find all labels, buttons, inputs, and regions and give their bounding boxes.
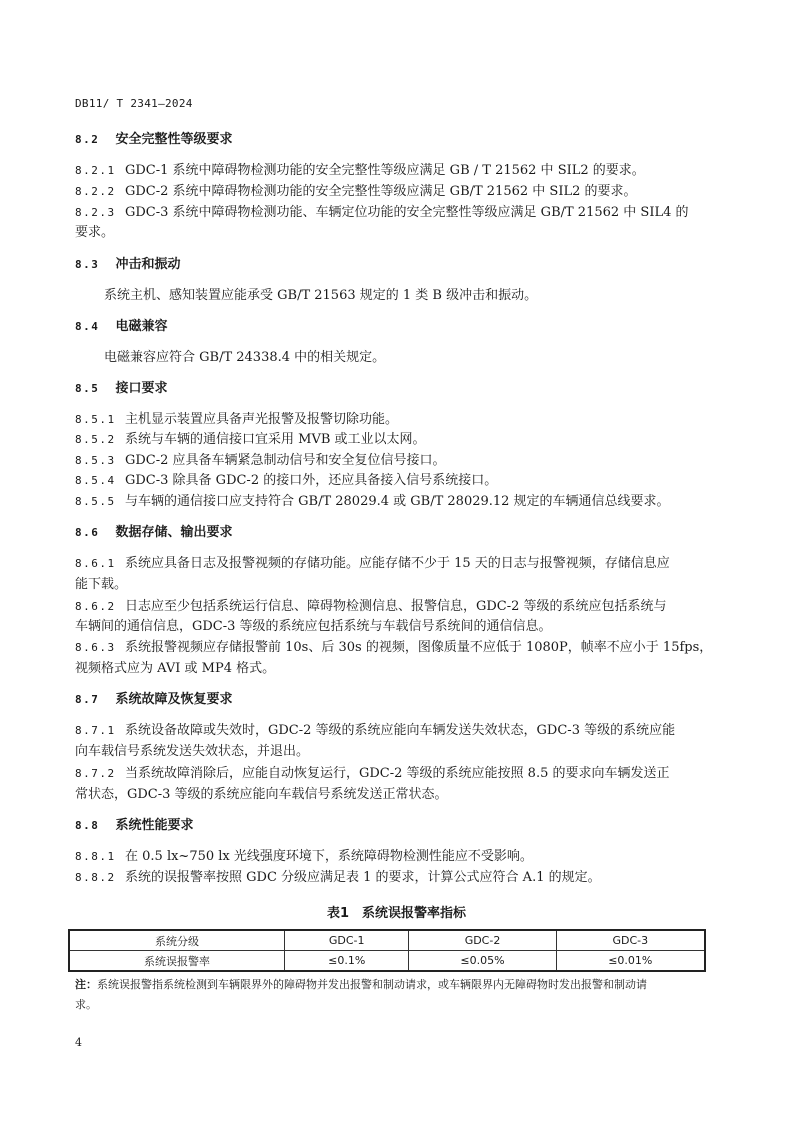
clause-number: 8.6.2 — [75, 600, 116, 613]
note-text: 系统误报警指系统检测到车辆限界外的障碍物并发出报警和制动请求，或车辆限界内无障碍物时发出报警和制动请 — [97, 978, 647, 991]
section-number: 8.7 — [75, 693, 100, 706]
paragraph-8-4: 电磁兼容应符合 GB/T 24338.4 中的相关规定。 — [104, 350, 386, 365]
clause-number: 8.6.3 — [75, 641, 116, 654]
section-number: 8.2 — [75, 133, 100, 146]
clause-number: 8.5.2 — [75, 433, 116, 446]
clause-number: 8.2.1 — [75, 164, 116, 177]
table-cell: ≤0.1% — [285, 951, 409, 972]
clause-8-2-3-continuation: 要求。 — [75, 225, 115, 240]
clause-8-5-3 — [75, 453, 715, 469]
section-number: 8.4 — [75, 320, 100, 333]
section-number: 8.3 — [75, 258, 100, 271]
table-header-row — [69, 930, 705, 951]
document-header: DB11/ T 2341—2024 — [75, 97, 193, 110]
clause-8-2-2 — [75, 184, 715, 200]
clause-text: 在 0.5 lx~750 lx 光线强度环境下，系统障碍物检测性能应不受影响。 — [125, 849, 533, 864]
section-heading-8-3 — [75, 257, 715, 273]
clause-number: 8.2.2 — [75, 185, 116, 198]
section-heading-8-5 — [75, 381, 715, 397]
clause-8-5-4 — [75, 473, 715, 489]
table-row — [69, 951, 705, 972]
table-note-continuation: 求。 — [75, 998, 97, 1011]
section-number: 8.6 — [75, 526, 100, 539]
clause-number: 8.5.1 — [75, 413, 116, 426]
clause-number: 8.6.1 — [75, 557, 116, 570]
paragraph-8-3: 系统主机、感知装置应能承受 GB/T 21563 规定的 1 类 B 级冲击和振动。 — [104, 288, 538, 303]
clause-number: 8.7.1 — [75, 724, 116, 737]
clause-8-6-2 — [75, 599, 715, 615]
table-cell: ≤0.01% — [556, 951, 705, 972]
table-cell: 系统误报警率 — [69, 951, 285, 972]
section-title: 电磁兼容 — [115, 319, 168, 334]
section-title: 冲击和振动 — [115, 257, 181, 272]
clause-text: 系统应具备日志及报警视频的存储功能。应能存储不少于 15 天的日志与报警视频，存储信息应 — [125, 556, 670, 571]
clause-number: 8.7.2 — [75, 767, 116, 780]
table-header-cell: 系统分级 — [69, 930, 285, 951]
clause-number: 8.5.5 — [75, 495, 116, 508]
clause-text: 系统的误报警率按照 GDC 分级应满足表 1 的要求，计算公式应符合 A.1 的规定。 — [125, 870, 601, 885]
table-caption: 表1 系统误报警率指标 — [326, 906, 467, 921]
section-number: 8.5 — [75, 382, 100, 395]
clause-8-6-2-continuation: 车辆间的通信信息，GDC-3 等级的系统应包括系统与车载信号系统间的通信信息。 — [75, 619, 552, 634]
clause-number: 8.8.1 — [75, 850, 116, 863]
clause-8-7-2-continuation: 常状态，GDC-3 等级的系统应能向车载信号系统发送正常状态。 — [75, 787, 448, 802]
table-note — [75, 976, 715, 994]
table-header-cell: GDC-3 — [556, 930, 705, 951]
clause-text: GDC-2 系统中障碍物检测功能的安全完整性等级应满足 GB/T 21562 中 SIL2 的要求。 — [125, 184, 637, 199]
clause-text: 日志应至少包括系统运行信息、障碍物检测信息、报警信息，GDC-2 等级的系统应包括系统与 — [125, 599, 667, 614]
clause-text: 主机显示装置应具备声光报警及报警切除功能。 — [125, 412, 399, 427]
section-heading-8-4 — [75, 319, 715, 335]
clause-number: 8.2.3 — [75, 206, 116, 219]
section-title: 系统故障及恢复要求 — [115, 692, 233, 707]
clause-8-7-1 — [75, 723, 715, 739]
clause-8-8-2 — [75, 870, 715, 886]
false-alarm-rate-table — [68, 929, 706, 972]
clause-8-2-3 — [75, 205, 715, 221]
clause-text: GDC-3 系统中障碍物检测功能、车辆定位功能的安全完整性等级应满足 GB/T 21562 中 SIL4 的 — [125, 205, 689, 220]
clause-8-7-2 — [75, 766, 715, 782]
clause-8-6-3-continuation: 视频格式应为 AVI 或 MP4 格式。 — [75, 661, 276, 676]
section-number: 8.8 — [75, 819, 100, 832]
section-heading-8-8 — [75, 818, 715, 834]
clause-number: 8.8.2 — [75, 871, 116, 884]
clause-8-7-1-continuation: 向车载信号系统发送失效状态，并退出。 — [75, 744, 310, 759]
clause-text: 系统报警视频应存储报警前 10s、后 30s 的视频，图像质量不应低于 1080P，帧率不应小于 15fps， — [125, 640, 713, 655]
clause-8-2-1 — [75, 163, 715, 179]
table-cell: ≤0.05% — [409, 951, 556, 972]
clause-text: 系统设备故障或失效时，GDC-2 等级的系统应能向车辆发送失效状态，GDC-3 等级的系统应能 — [125, 723, 676, 738]
clause-8-5-1 — [75, 412, 715, 428]
page-number: 4 — [75, 1036, 82, 1049]
clause-8-5-2 — [75, 432, 715, 448]
table-header-cell: GDC-2 — [409, 930, 556, 951]
clause-number: 8.5.4 — [75, 474, 116, 487]
clause-8-6-1-continuation: 能下载。 — [75, 577, 128, 592]
clause-text: GDC-2 应具备车辆紧急制动信号和安全复位信号接口。 — [125, 453, 446, 468]
clause-8-6-1 — [75, 556, 715, 572]
table-header-cell: GDC-1 — [285, 930, 409, 951]
section-title: 接口要求 — [115, 381, 168, 396]
section-heading-8-2 — [75, 132, 715, 148]
clause-text: 系统与车辆的通信接口宜采用 MVB 或工业以太网。 — [125, 432, 426, 447]
clause-8-8-1 — [75, 849, 715, 865]
clause-8-5-5 — [75, 494, 715, 510]
clause-text: 当系统故障消除后，应能自动恢复运行，GDC-2 等级的系统应能按照 8.5 的要求向车辆发送正 — [125, 766, 670, 781]
section-title: 数据存储、输出要求 — [115, 525, 233, 540]
clause-text: 与车辆的通信接口应支持符合 GB/T 28029.4 或 GB/T 28029.12 规定的车辆通信总线要求。 — [125, 494, 670, 509]
clause-number: 8.5.3 — [75, 454, 116, 467]
section-title: 系统性能要求 — [115, 818, 194, 833]
section-heading-8-6 — [75, 525, 715, 541]
clause-text: GDC-3 除具备 GDC-2 的接口外，还应具备接入信号系统接口。 — [125, 473, 498, 488]
clause-text: GDC-1 系统中障碍物检测功能的安全完整性等级应满足 GB / T 21562 中 SIL2 的要求。 — [125, 163, 645, 178]
section-title: 安全完整性等级要求 — [115, 132, 233, 147]
clause-8-6-3 — [75, 640, 715, 656]
note-label: 注： — [75, 978, 97, 991]
section-heading-8-7 — [75, 692, 715, 708]
